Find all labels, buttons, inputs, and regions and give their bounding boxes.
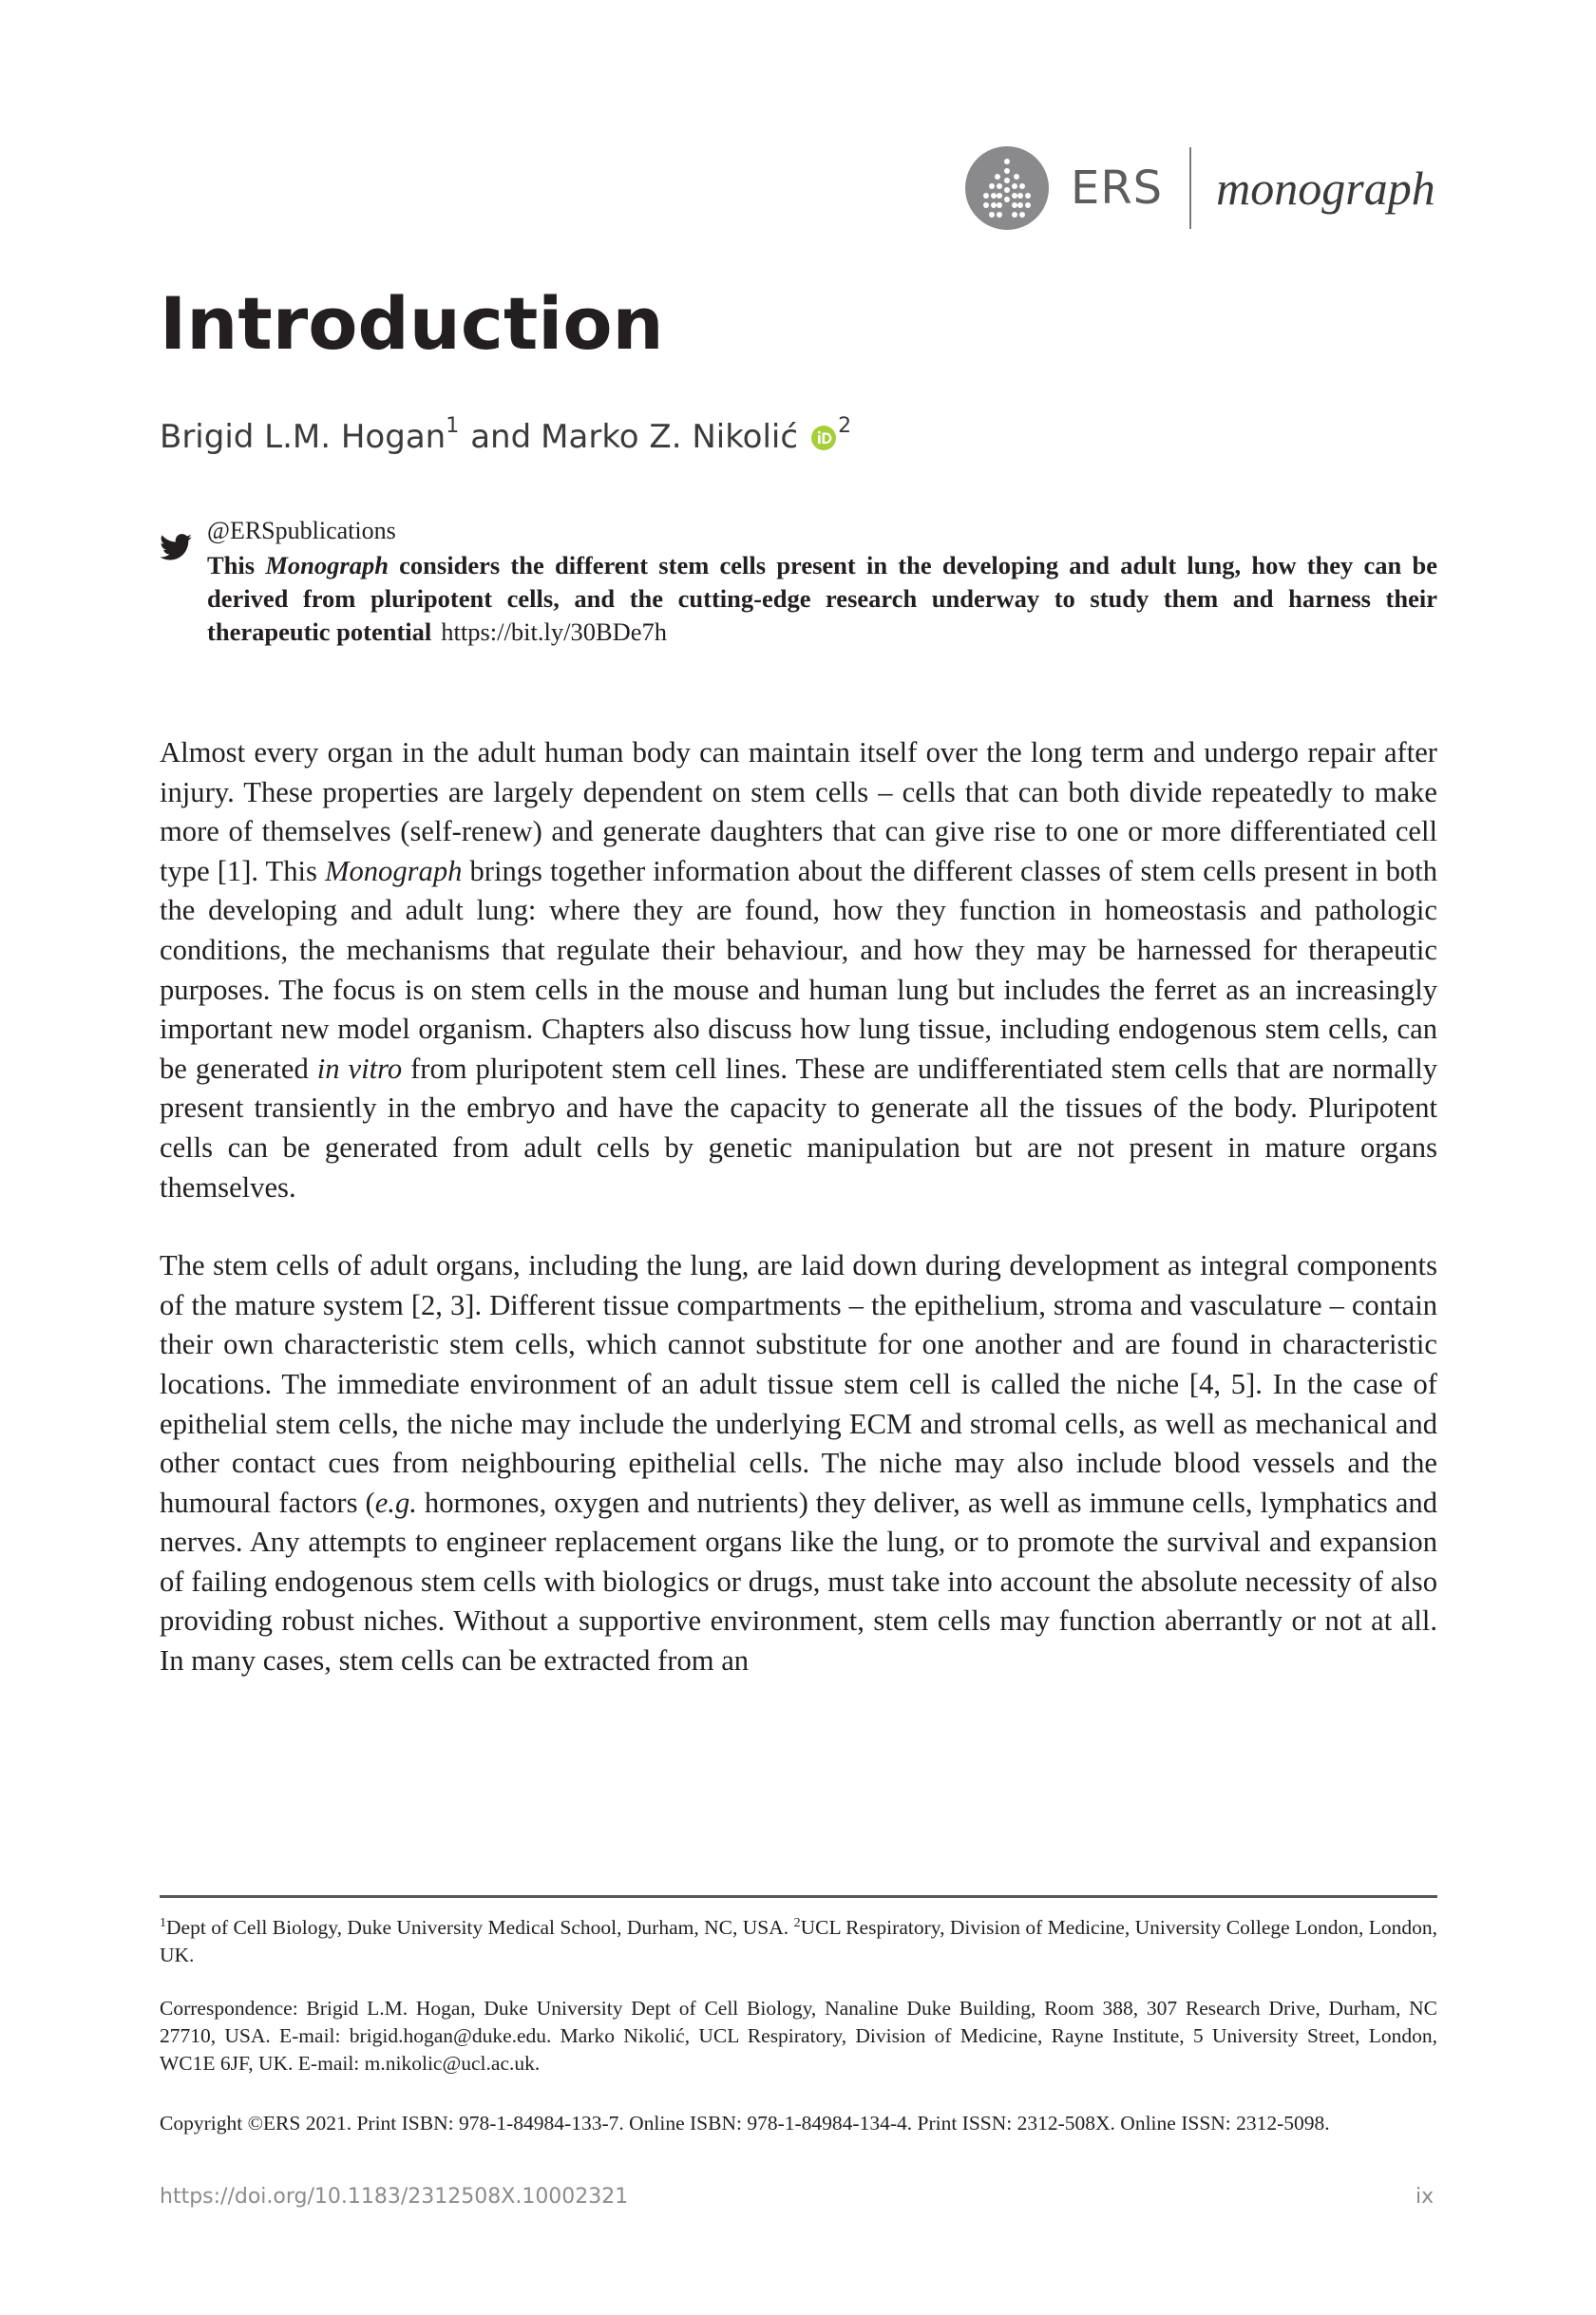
doi-link[interactable]: https://doi.org/10.1183/2312508X.10002321 [160,2185,629,2209]
body-italic-run: Monograph [324,854,463,887]
author-joiner: and [470,418,532,456]
twitter-bird-icon [160,534,192,560]
correspondence: Correspondence: Brigid L.M. Hogan, Duke University Dept of Cell Biology, Nanaline Duke Building, Room 388, 307 Research Drive, Durham, NC 27710, USA. E-mail: brigid.hogan@duke.edu. Marko Nikolić, UCL Respiratory, Division of Medicine, Rayne Institute, 5 University Street, London, WC1E 6JF, UK. E-mail: m.nikolic@ucl.ac.uk. [160,1997,1437,2075]
body-italic-run: in vitro [316,1052,403,1085]
page-number: ix [1416,2185,1434,2209]
tweet-text-italic: Monograph [265,551,389,579]
author-1-affiliation: 1 [446,414,460,438]
article-title: Introduction [160,281,664,366]
footnote-rule [160,1895,1437,1898]
tweet-handle: @ERSpublications [207,517,396,544]
body-paragraph-2 [160,1246,1437,1681]
body-paragraph-1 [160,733,1437,1207]
affiliations [160,1909,1437,1969]
tweet-text-part: This [207,551,266,579]
tweet-short-link[interactable]: https://bit.ly/30BDe7h [441,617,668,646]
affiliation-2-marker: 2 [793,1916,801,1930]
logo-monograph-text: monograph [1216,161,1435,215]
logo-divider [1189,147,1191,229]
author-2-affiliation: 2 [838,414,852,438]
tweet-text-part: considers the different stem cells present in the developing and adult lung, how they can be derived from pluripotent cells, and the cutting-edge research underway to study them and harness their therapeutic potential [207,551,1438,646]
ers-monograph-logo [964,142,1435,233]
body-text-run: The stem cells of adult organs, including the lung, are laid down during development as integral components of the mature system [2, 3]. Different tissue compartments – the epithelium, stroma and vasculature – contain their own characteristic stem cells, which cannot substitute for one another and are found in characteristic locations. The immediate environment of an adult tissue stem cell is called the niche [4, 5]. In the case of epithelial stem cells, the niche may include the underlying ECM and stromal cells, as well as mechanical and other contact cues from neighbouring epithelial cells. The niche may also include blood vessels and the humoural factors ( [160,1249,1437,1519]
author-1: Brigid L.M. Hogan [160,418,446,456]
article-body [160,733,1437,1720]
author-line [160,414,852,456]
ers-lungs-logo-icon [964,145,1050,231]
copyright-line: Copyright ©ERS 2021. Print ISBN: 978-1-84984-133-7. Online ISBN: 978-1-84984-134-4. Print ISSN: 2312-508X. Online ISSN: 2312-5098. [160,2112,1330,2135]
body-text-run: hormones, oxygen and nutrients) they deliver, as well as immune cells, lymphatics and nerves. Any attempts to engineer replacement organs like the lung, or to promote the survival and expansion of failing endogenous stem cells with biologics or drugs, must take into account the absolute necessity of also providing robust niches. Without a supportive environment, stem cells may function aberrantly or not at all. In many cases, stem cells can be extracted from an [160,1486,1437,1678]
author-2: Marko Z. Nikolić [541,418,799,456]
tweet-text [207,549,1437,649]
body-italic-run: e.g. [374,1486,417,1519]
body-text-run: Almost every organ in the adult human body can maintain itself over the long term and undergo repair after injury. These properties are largely dependent on stem cells – cells that can both divide repeatedly to make more of themselves (self-renew) and generate daughters that can give rise to one or more differentiated cell type [1]. This [160,736,1437,887]
affiliation-1: Dept of Cell Biology, Duke University Medical School, Durham, NC, USA. [166,1916,794,1940]
affiliation-2: UCL Respiratory, Division of Medicine, University College London, London, UK. [160,1916,1437,1967]
orcid-icon[interactable] [811,426,836,450]
body-text-run: brings together information about the different classes of stem cells present in both the developing and adult lung: where they are found, how they function in homeostasis and pathologic conditions, the mechanisms that regulate their behaviour, and how they may be harnessed for therapeutic purposes. The focus is on stem cells in the mouse and human lung but includes the ferret as an increasingly important new model organism. Chapters also discuss how lung tissue, including endogenous stem cells, can be generated [160,854,1438,1085]
affiliation-1-marker: 1 [160,1916,166,1930]
body-text-run: from pluripotent stem cell lines. These are undifferentiated stem cells that are normally present transiently in the embryo and have the capacity to generate all the tissues of the body. Pluripotent cells can be generated from adult cells by genetic manipulation but are not present in mature organs themselves. [160,1052,1437,1204]
logo-ers-text: ERS [1071,161,1164,215]
